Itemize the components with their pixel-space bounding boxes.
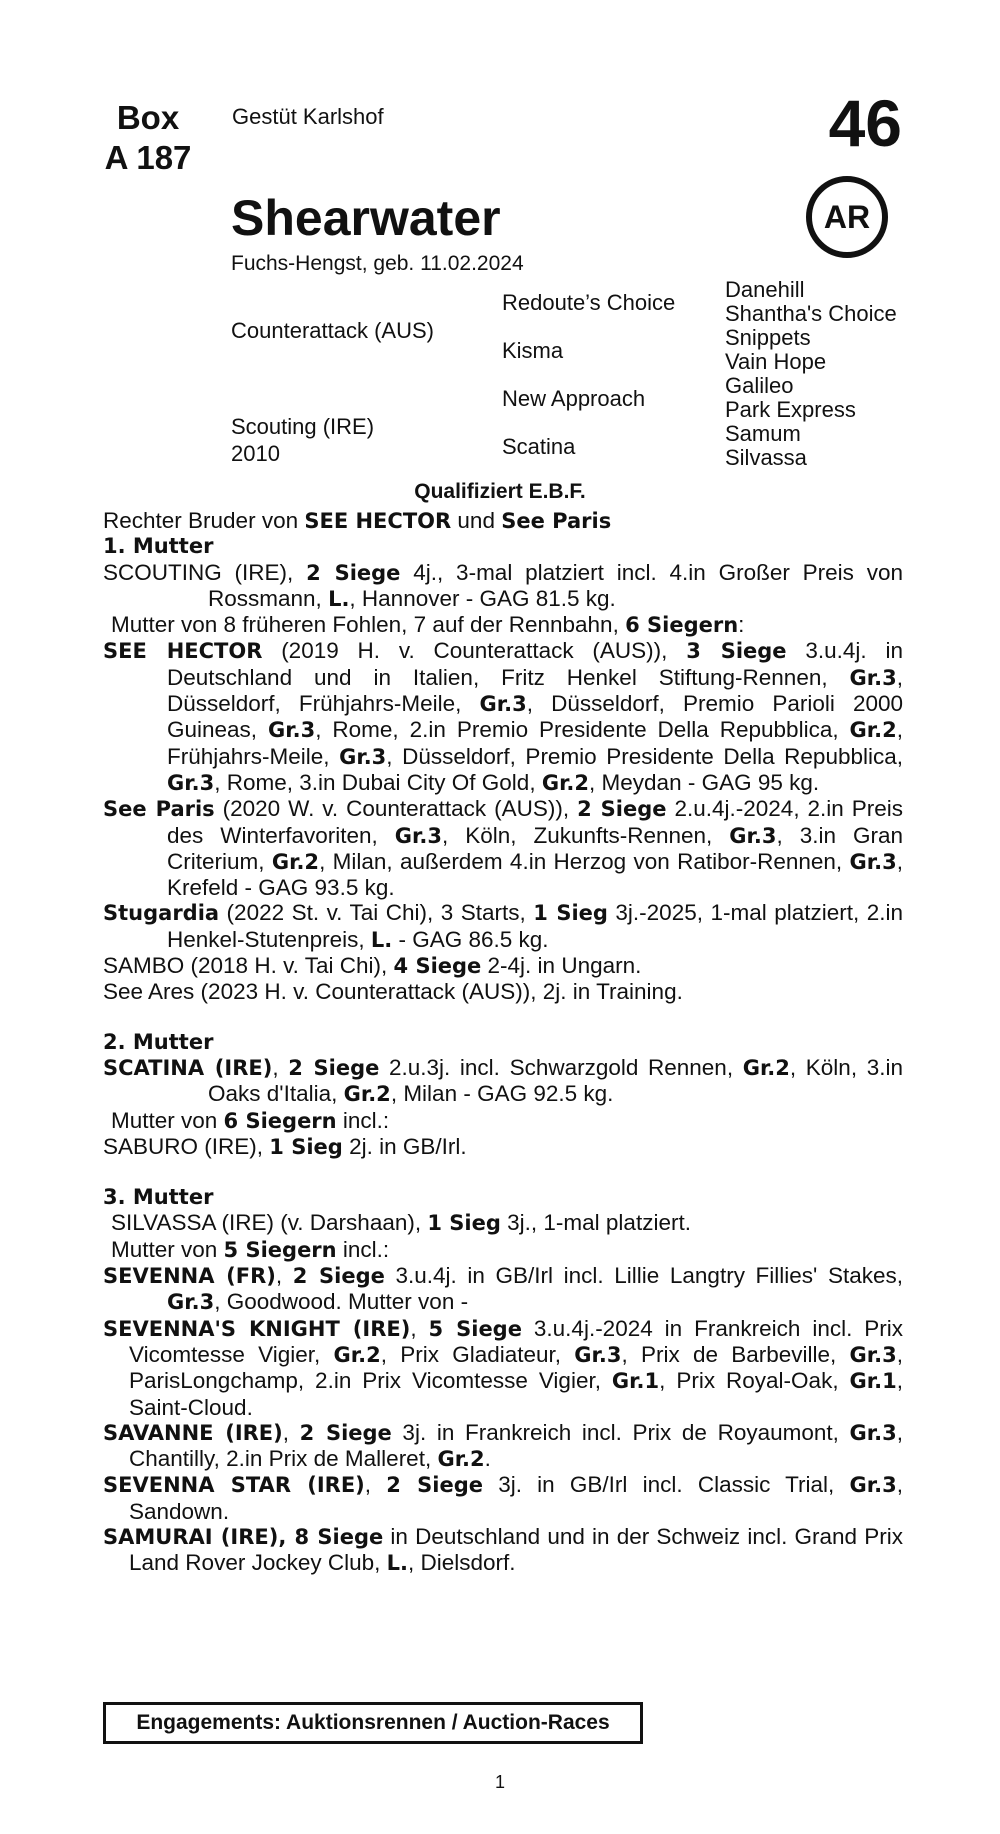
sibling-see-paris: See Paris (2020 W. v. Counterattack (AUS)), 2 Siege 2.u.4j.-2024, 2.in Preis des Winterfavoriten, Gr.3, Köln, Zukunfts-Rennen, Gr.3, 3.in Gran Criterium, Gr.2, Milan, außerdem 4.in Herzog von Ratibor-Rennen, Gr.3, Krefeld - GAG 93.5 kg. bbox=[103, 796, 904, 901]
sibling-see-ares: See Ares (2023 H. v. Counterattack (AUS)), 2j. in Training. bbox=[103, 979, 683, 1005]
pedigree-dam-year: 2010 bbox=[231, 441, 280, 466]
mutter2-produce: Mutter von 6 Siegern incl.: bbox=[111, 1107, 390, 1133]
produce-sevennas-knight: SEVENNA'S KNIGHT (IRE), 5 Siege 3.u.4j.-2024 in Frankreich incl. Prix Vicomtesse Vigier, Gr.2, Prix Gladiateur, Gr.3, Prix de Barbeville, Gr.3, ParisLongchamp, 2.in Prix Vicomtesse Vigier, Gr.1, Prix Royal-Oak, Gr.1, Saint-Cloud. bbox=[103, 1315, 904, 1420]
consignor: Gestüt Karlshof bbox=[232, 104, 384, 129]
pedigree-g3: Vain Hope bbox=[725, 349, 827, 374]
mutter2-heading: 2. Mutter bbox=[103, 1029, 214, 1054]
horse-name: Shearwater bbox=[231, 190, 501, 246]
mutter1-record: SCOUTING (IRE), 2 Siege 4j., 3-mal platziert incl. 4.in Großer Preis von Rossmann, L., Hannover - GAG 81.5 kg. bbox=[103, 559, 904, 611]
mutter3-produce: Mutter von 5 Siegern incl.: bbox=[111, 1236, 390, 1262]
intro-line: Rechter Bruder von SEE HECTOR und See Paris bbox=[103, 508, 612, 533]
sibling-sevenna: SEVENNA (FR), 2 Siege 3.u.4j. in GB/Irl incl. Lillie Langtry Fillies' Stakes, Gr.3, Goodwood. Mutter von - bbox=[103, 1263, 904, 1315]
produce-samurai: SAMURAI (IRE), 8 Siege in Deutschland und in der Schweiz incl. Grand Prix Land Rover Jockey Club, L., Dielsdorf. bbox=[103, 1523, 903, 1576]
pedigree-g3: Galileo bbox=[725, 373, 794, 398]
sibling-sambo: SAMBO (2018 H. v. Tai Chi), 4 Siege 2-4j. in Ungarn. bbox=[103, 953, 642, 979]
mutter2-record: SCATINA (IRE), 2 Siege 2.u.3j. incl. Schwarzgold Rennen, Gr.2, Köln, 3.in Oaks d'Italia, Gr.2, Milan - GAG 92.5 kg. bbox=[103, 1054, 903, 1107]
page-number: 1 bbox=[494, 1772, 505, 1792]
produce-savanne: SAVANNE (IRE), 2 Siege 3j. in Frankreich incl. Prix de Royaumont, Gr.3, Chantilly, 2.in Prix de Malleret, Gr.2. bbox=[103, 1419, 903, 1472]
pedigree-g3: Silvassa bbox=[725, 445, 807, 470]
box-label: Box bbox=[116, 99, 180, 136]
pedigree-g3: Snippets bbox=[725, 325, 811, 350]
qualification: Qualifiziert E.B.F. bbox=[414, 480, 586, 503]
mutter1-produce: Mutter von 8 früheren Fohlen, 7 auf der Rennbahn, 6 Siegern: bbox=[111, 612, 745, 638]
mutter1-heading: 1. Mutter bbox=[103, 534, 214, 559]
pedigree-g3: Park Express bbox=[725, 397, 856, 422]
sibling-stugardia: Stugardia (2022 St. v. Tai Chi), 3 Starts, 1 Sieg 3j.-2025, 1-mal platziert, 2.in Henkel-Stutenpreis, L. - GAG 86.5 kg. bbox=[103, 900, 903, 952]
produce-sevenna-star: SEVENNA STAR (IRE), 2 Siege 3j. in GB/Irl incl. Classic Trial, Gr.3, Sandown. bbox=[103, 1472, 903, 1524]
lot-number: 46 bbox=[828, 86, 902, 160]
mutter3-heading: 3. Mutter bbox=[103, 1185, 214, 1210]
mutter3-record: SILVASSA (IRE) (v. Darshaan), 1 Sieg 3j., 1-mal platziert. bbox=[111, 1210, 691, 1236]
engagements-box: Engagements: Auktionsrennen / Auction-Races bbox=[103, 1702, 643, 1744]
box-number: A 187 bbox=[104, 139, 192, 176]
pedigree-g3: Shantha's Choice bbox=[725, 301, 897, 326]
pedigree-g3: Samum bbox=[725, 421, 801, 446]
pedigree-sire: Counterattack (AUS) bbox=[231, 318, 434, 343]
sibling-see-hector: SEE HECTOR (2019 H. v. Counterattack (AUS)), 3 Siege 3.u.4j. in Deutschland und in Italien, Fritz Henkel Stiftung-Rennen, Gr.3, Düsseldorf, Frühjahrs-Meile, Gr.3, Düsseldorf, Premio Parioli 2000 Guineas, Gr.3, Rome, 2.in Premio Presidente Della Repubblica, Gr.2, Frühjahrs-Meile, Gr.3, Düsseldorf, Premio Presidente Della Repubblica, Gr.3, Rome, 3.in Dubai City Of Gold, Gr.2, Meydan - GAG 95 kg. bbox=[103, 638, 903, 795]
pedigree-sire-sire: Redoute’s Choice bbox=[502, 290, 676, 315]
pedigree-sire-dam: Kisma bbox=[502, 338, 564, 363]
pedigree-dam-dam: Scatina bbox=[502, 434, 576, 459]
ar-badge: AR bbox=[806, 176, 888, 258]
pedigree-g3: Danehill bbox=[725, 277, 805, 302]
pedigree-dam: Scouting (IRE) bbox=[231, 414, 375, 439]
sibling-saburo: SABURO (IRE), 1 Sieg 2j. in GB/Irl. bbox=[103, 1133, 467, 1159]
pedigree-dam-sire: New Approach bbox=[502, 386, 646, 411]
horse-description: Fuchs-Hengst, geb. 11.02.2024 bbox=[231, 252, 524, 275]
catalogue-text bbox=[103, 508, 903, 1577]
